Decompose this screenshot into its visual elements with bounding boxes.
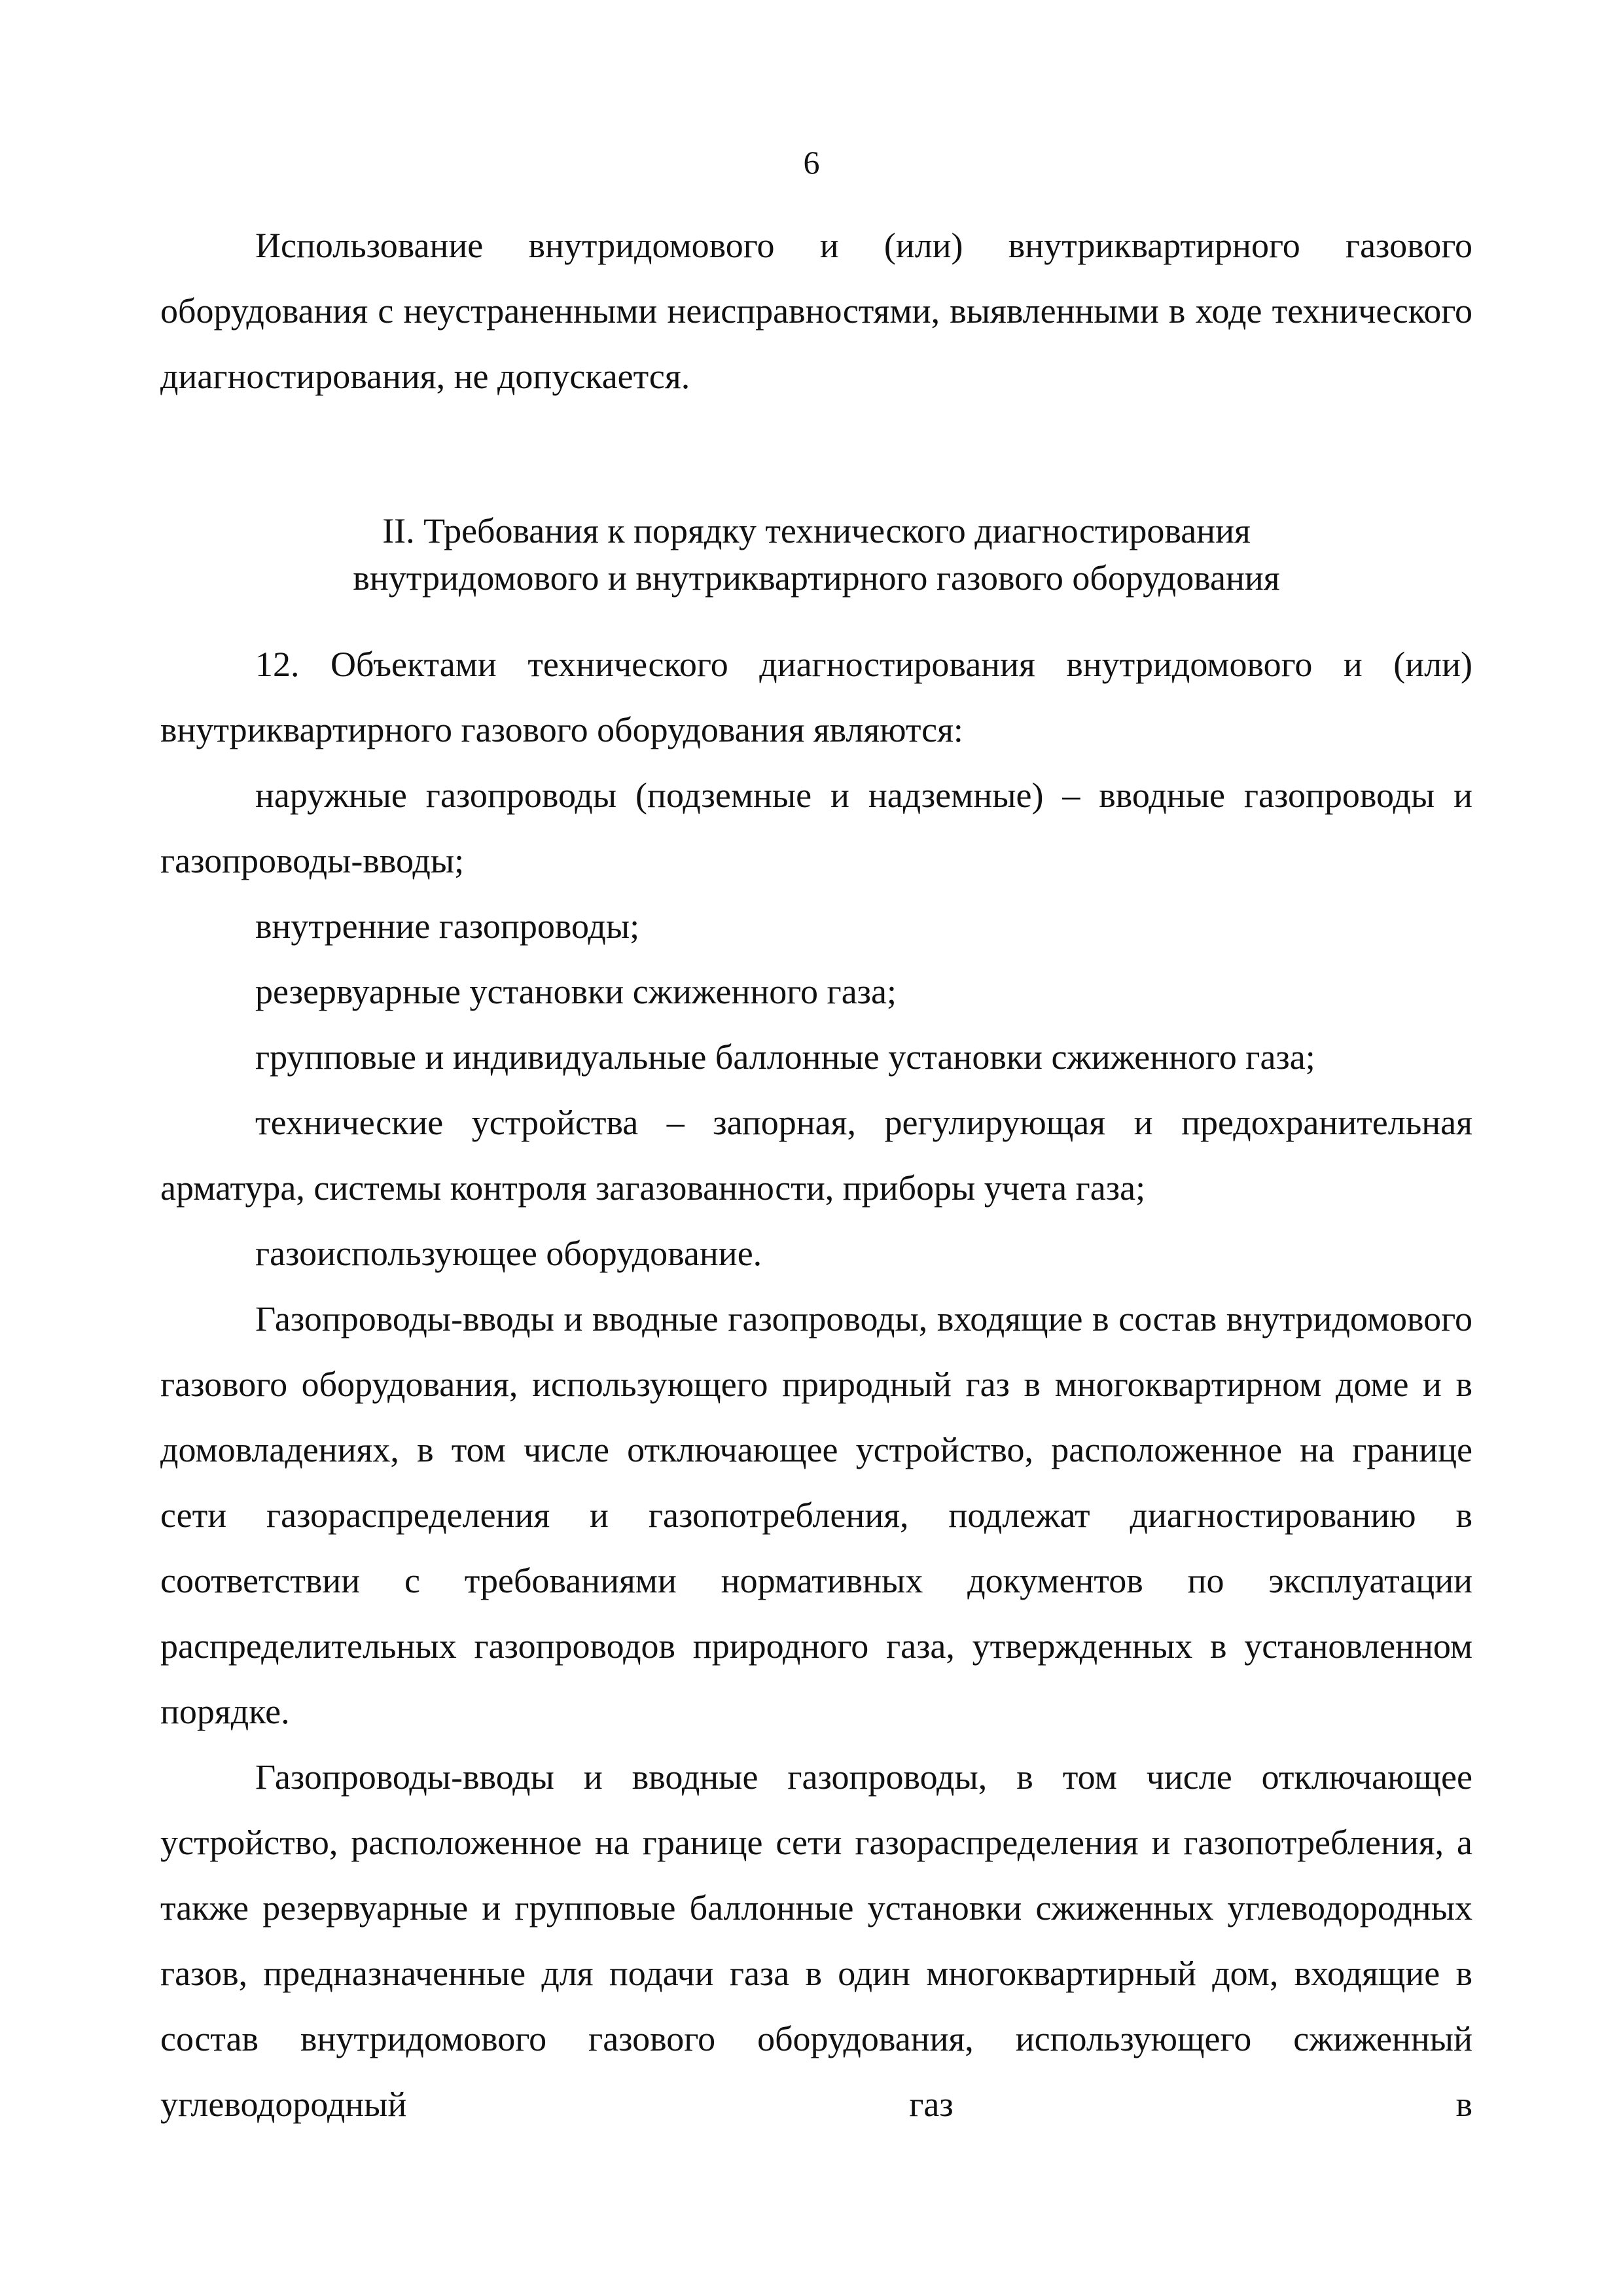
paragraph-natural-gas-diagnostics: Газопроводы-вводы и вводные газопроводы, входящие в состав внутридомового газового оборудования, использующего природный газ в многоквартирном доме и в домовладениях, в том числе отключающее устройство, расположенное на границе сети газораспределения и газопотребления, подлежат диагностированию в соответствии с требованиями нормативных документов по эксплуатации распределительных газопроводов природного газа, утвержденных в установленном порядке. [160,1299,1472,1731]
main-text-block [160,632,1472,2137]
paragraph-reservoir-installations: резервуарные установки сжиженного газа; [255,972,897,1011]
paragraph-cylinder-installations: групповые и индивидуальные баллонные установки сжиженного газа; [255,1037,1315,1077]
section-heading-line-2: внутридомового и внутриквартирного газового оборудования [353,558,1280,598]
page-number: 6 [803,144,820,181]
paragraph-internal-pipelines: внутренние газопроводы; [255,906,640,946]
intro-paragraph: Использование внутридомового и (или) внутриквартирного газового оборудования с неустраненными неисправностями, выявленными в ходе технического диагностирования, не допускается. [160,226,1472,396]
intro-text-block [160,213,1472,409]
section-heading-line-1: II. Требования к порядку технического диагностирования [382,511,1251,550]
paragraph-outdoor-pipelines: наружные газопроводы (подземные и надземные) – вводные газопроводы и газопроводы-вводы; [160,776,1472,880]
paragraph-gas-equipment: газоиспользующее оборудование. [255,1234,762,1273]
paragraph-technical-devices: технические устройства – запорная, регулирующая и предохранительная арматура, системы контроля загазованности, приборы учета газа; [160,1103,1472,1208]
paragraph-lpg-installations: Газопроводы-вводы и вводные газопроводы, в том числе отключающее устройство, расположенное на границе сети газораспределения и газопотребления, а также резервуарные и групповые баллонные установки сжиженных углеводородных газов, предназначенные для подачи газа в один многоквартирный дом, входящие в состав внутридомового газового оборудования, использующего сжиженный углеводородный газ в [160,1757,1472,2124]
section-heading [160,507,1472,601]
paragraph-objects-intro: 12. Объектами технического диагностирования внутридомового и (или) внутриквартирного газового оборудования являются: [160,645,1472,749]
